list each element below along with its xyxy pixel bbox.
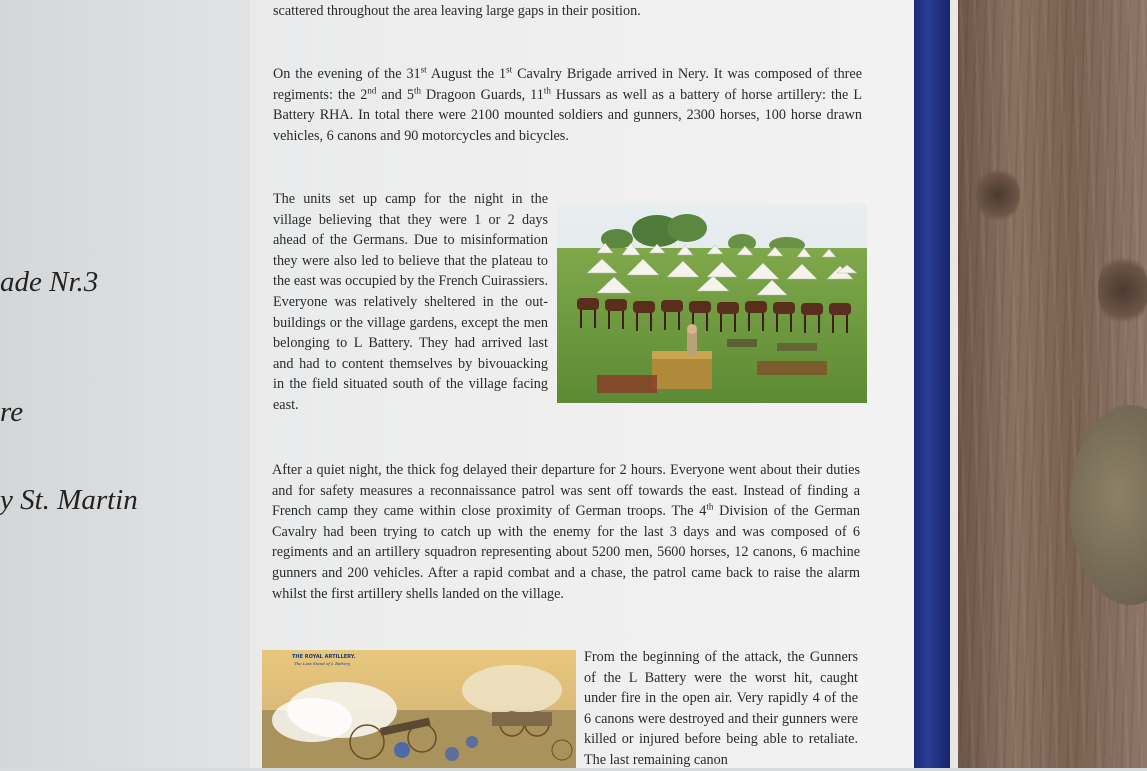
painting-title: THE ROYAL ARTILLERY. bbox=[292, 654, 356, 660]
artillery-painting bbox=[262, 650, 576, 768]
panel-blue-edge bbox=[914, 0, 950, 768]
left-heading-fragment-2: re bbox=[0, 396, 24, 428]
left-heading-fragment-3: y St. Martin bbox=[0, 484, 138, 516]
left-panel-column bbox=[0, 0, 250, 768]
painting-subtitle: The Last Stand of L Battery bbox=[294, 661, 351, 666]
wood-knot bbox=[976, 165, 1020, 225]
paragraph-arrival: On the evening of the 31st August the 1st Cavalry Brigade arrived in Nery. It was composed of three regiments: the 2nd and 5th Dragoon Guards, 11th Hussars as well as a battery of horse artillery: the L Battery RHA. In total there were 2100 mounted soldiers and gunners, 2300 horses, 100 horse drawn vehicles, 6 canons and 90 motorcycles and bicycles. bbox=[273, 64, 863, 144]
paragraph-camp: The units set up camp for the night in the village believing that they were 1 or 2 days ahead of the Germans. Due to misinformation they were also led to believe that the plateau to the east was occupied by the French Cuirassiers. Everyone was relatively sheltered in the out- buildings or the village gardens, except the men belonging to L Battery. They had arrived last and had to content themselves by bivouacking in the field situated south of the village facing east. bbox=[273, 191, 549, 413]
left-heading-fragment-1: ade Nr.3 bbox=[0, 266, 99, 298]
wooden-post bbox=[958, 0, 1147, 768]
camp-photo bbox=[557, 203, 867, 403]
wood-knot bbox=[1098, 250, 1147, 330]
paragraph-attack: From the beginning of the attack, the Gunners of the L Battery were the worst hit, caught under fire in the open air. Very rapidly 4 of the 6 canons were destroyed and their gunners were killed or injured before being able to retaliate. The last remaining canon bbox=[584, 649, 858, 768]
paragraph-intro-tail: scattered throughout the area leaving large gaps in their position. bbox=[273, 3, 641, 19]
paragraph-morning: After a quiet night, the thick fog delayed their departure for 2 hours. Everyone went about their duties and for safety measures a reconnaissance patrol was sent off towards the east. Instead of finding a French camp they came within close proximity of German troops. The 4th Division of the German Cavalry had been trying to catch up with the enemy for the last 3 days and was composed of 6 regiments and an artillery squadron representing about 5200 men, 5600 horses, 12 canons, 6 machine gunners and 200 vehicles. After a rapid combat and a chase, the patrol came back to raise the alarm whilst the first artillery shells landed on the village. bbox=[272, 462, 861, 602]
panel-frame-gap bbox=[950, 0, 958, 768]
